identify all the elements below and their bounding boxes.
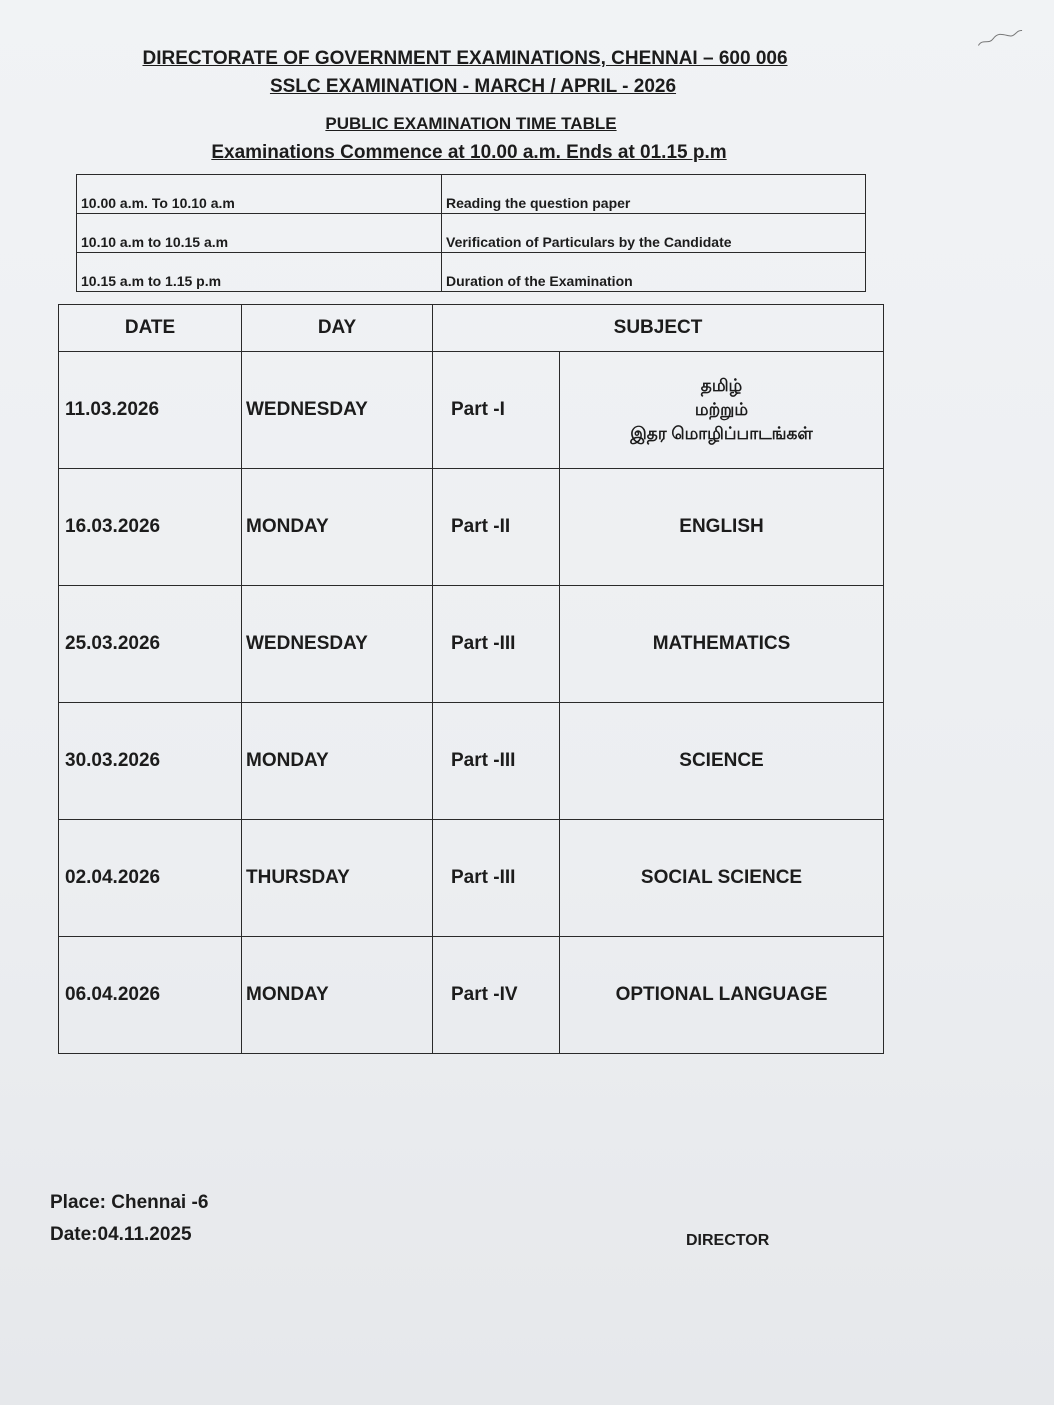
exam-day: THURSDAY xyxy=(242,820,433,937)
timing-row xyxy=(77,175,866,214)
exam-date: 16.03.2026 xyxy=(59,469,242,586)
table-row xyxy=(59,352,884,469)
exam-subject xyxy=(560,352,884,469)
schedule-header-row xyxy=(59,305,884,352)
pen-scribble xyxy=(974,24,1026,50)
timing-table xyxy=(76,174,866,292)
exam-part: Part -III xyxy=(433,586,560,703)
header-date: DATE xyxy=(59,305,242,352)
subject-line: இதர மொழிப்பாடங்கள் xyxy=(630,424,813,443)
table-row xyxy=(59,469,884,586)
exam-subject: ENGLISH xyxy=(560,469,884,586)
table-row xyxy=(59,820,884,937)
exam-day: MONDAY xyxy=(242,469,433,586)
timing-activity: Reading the question paper xyxy=(442,175,866,214)
subject-line: தமிழ் xyxy=(700,376,743,395)
schedule-table xyxy=(58,304,884,1054)
place-line: Place: Chennai -6 xyxy=(50,1192,209,1213)
exam-part: Part -III xyxy=(433,820,560,937)
exam-day: MONDAY xyxy=(242,937,433,1054)
header-subject: SUBJECT xyxy=(433,305,884,352)
exam-part: Part -II xyxy=(433,469,560,586)
timing-note: Examinations Commence at 10.00 a.m. Ends at 01.15 p.m xyxy=(211,142,727,163)
table-row xyxy=(59,703,884,820)
exam-subject: MATHEMATICS xyxy=(560,586,884,703)
exam-date: 25.03.2026 xyxy=(59,586,242,703)
exam-date: 06.04.2026 xyxy=(59,937,242,1054)
subject-line: மற்றும் xyxy=(694,400,749,419)
exam-subject: OPTIONAL LANGUAGE xyxy=(560,937,884,1054)
exam-date: 02.04.2026 xyxy=(59,820,242,937)
timing-activity: Verification of Particulars by the Candidate xyxy=(442,214,866,253)
exam-day: WEDNESDAY xyxy=(242,586,433,703)
date-line: Date:04.11.2025 xyxy=(50,1224,192,1245)
timetable-title: PUBLIC EXAMINATION TIME TABLE xyxy=(325,114,617,133)
exam-day: WEDNESDAY xyxy=(242,352,433,469)
exam-subject: SCIENCE xyxy=(560,703,884,820)
exam-part: Part -I xyxy=(433,352,560,469)
timing-time: 10.15 a.m to 1.15 p.m xyxy=(77,253,442,292)
timing-time: 10.00 a.m. To 10.10 a.m xyxy=(77,175,442,214)
exam-part: Part -IV xyxy=(433,937,560,1054)
exam-date: 11.03.2026 xyxy=(59,352,242,469)
exam-subject: SOCIAL SCIENCE xyxy=(560,820,884,937)
timing-row xyxy=(77,253,866,292)
director-signatory: DIRECTOR xyxy=(686,1232,770,1249)
exam-day: MONDAY xyxy=(242,703,433,820)
table-row xyxy=(59,937,884,1054)
timing-time: 10.10 a.m to 10.15 a.m xyxy=(77,214,442,253)
header-day: DAY xyxy=(242,305,433,352)
exam-title: SSLC EXAMINATION - MARCH / APRIL - 2026 xyxy=(269,76,677,97)
directorate-title: DIRECTORATE OF GOVERNMENT EXAMINATIONS, CHENNAI – 600 006 xyxy=(142,48,788,69)
table-row xyxy=(59,586,884,703)
exam-part: Part -III xyxy=(433,703,560,820)
timing-row xyxy=(77,214,866,253)
exam-date: 30.03.2026 xyxy=(59,703,242,820)
timing-activity: Duration of the Examination xyxy=(442,253,866,292)
